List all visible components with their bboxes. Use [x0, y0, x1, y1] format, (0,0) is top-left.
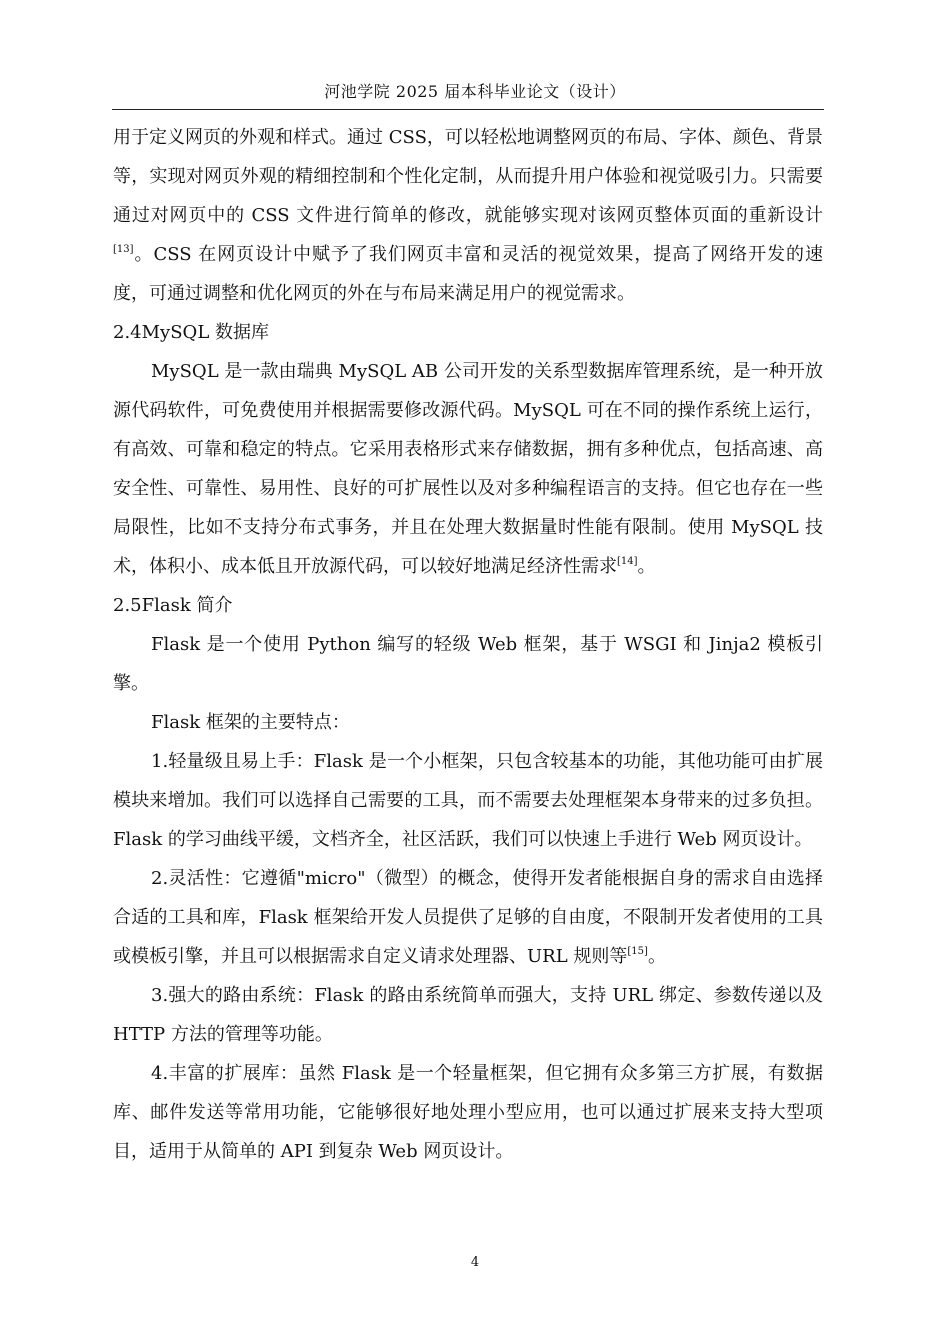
flask-features-title: Flask 框架的主要特点： — [151, 712, 350, 733]
css-paragraph-continuation — [113, 118, 823, 313]
css-text-part-1: 用于定义网页的外观和样式。通过 CSS，可以轻松地调整网页的布局、字体、颜色、背景等，实现对网页外观的精细控制和个性化定制，从而提升用户体验和视觉吸引力。只需要通过对网页中的 CSS 文件进行简单的修改，就能够实现对该网页整体页面的重新设计 — [113, 127, 823, 226]
feature-item-3: 3.强大的路由系统：Flask 的路由系统简单而强大，支持 URL 绑定、参数传递以及 HTTP 方法的管理等功能。 — [113, 985, 823, 1045]
feature-item-1: 1.轻量级且易上手：Flask 是一个小框架，只包含较基本的功能，其他功能可由扩展模块来增加。我们可以选择自己需要的工具，而不需要去处理框架本身带来的过多负担。Flask 的学习曲线平缓，文档齐全，社区活跃，我们可以快速上手进行 Web 网页设计。 — [113, 751, 823, 850]
document-body — [113, 118, 823, 1171]
citation-15: [15] — [627, 946, 648, 957]
mysql-text-part-1: MySQL 是一款由瑞典 MySQL AB 公司开发的关系型数据库管理系统，是一种开放源代码软件，可免费使用并根据需要修改源代码。MySQL 可在不同的操作系统上运行，有高效、可靠和稳定的特点。它采用表格形式来存储数据，拥有多种优点，包括高速、高安全性、可靠性、易用性、良好的可扩展性以及对多种编程语言的支持。但它也存在一些局限性，比如不支持分布式事务，并且在处理大数据量时性能有限制。使用 MySQL 技术，体积小、成本低且开放源代码，可以较好地满足经济性需求 — [113, 361, 823, 577]
header-divider — [112, 109, 824, 110]
mysql-paragraph — [113, 352, 823, 586]
citation-14: [14] — [617, 556, 638, 567]
feature-item-2 — [113, 859, 823, 976]
mysql-text-part-2: 。 — [637, 556, 656, 577]
section-heading-mysql: 2.4MySQL 数据库 — [113, 322, 269, 343]
citation-13: [13] — [113, 244, 134, 255]
running-header: 河池学院 2025 届本科毕业论文（设计） — [324, 82, 626, 101]
flask-intro-paragraph: Flask 是一个使用 Python 编写的轻级 Web 框架，基于 WSGI 和 Jinja2 模板引擎。 — [113, 634, 823, 694]
feature-2-text-part-1: 2.灵活性：它遵循"micro"（微型）的概念，使得开发者能根据自身的需求自由选择合适的工具和库，Flask 框架给开发人员提供了足够的自由度，不限制开发者使用的工具或模板引擎，并且可以根据需求自定义请求处理器、URL 规则等 — [113, 868, 823, 967]
css-text-part-2: 。CSS 在网页设计中赋予了我们网页丰富和灵活的视觉效果，提高了网络开发的速度，可通过调整和优化网页的外在与布局来满足用户的视觉需求。 — [113, 244, 823, 304]
feature-2-text-part-2: 。 — [647, 946, 666, 967]
feature-item-4: 4.丰富的扩展库：虽然 Flask 是一个轻量框架，但它拥有众多第三方扩展，有数据库、邮件发送等常用功能，它能够很好地处理小型应用，也可以通过扩展来支持大型项目，适用于从简单的 API 到复杂 Web 网页设计。 — [113, 1063, 823, 1162]
section-heading-flask: 2.5Flask 简介 — [113, 595, 233, 616]
page-number: 4 — [470, 1255, 480, 1270]
